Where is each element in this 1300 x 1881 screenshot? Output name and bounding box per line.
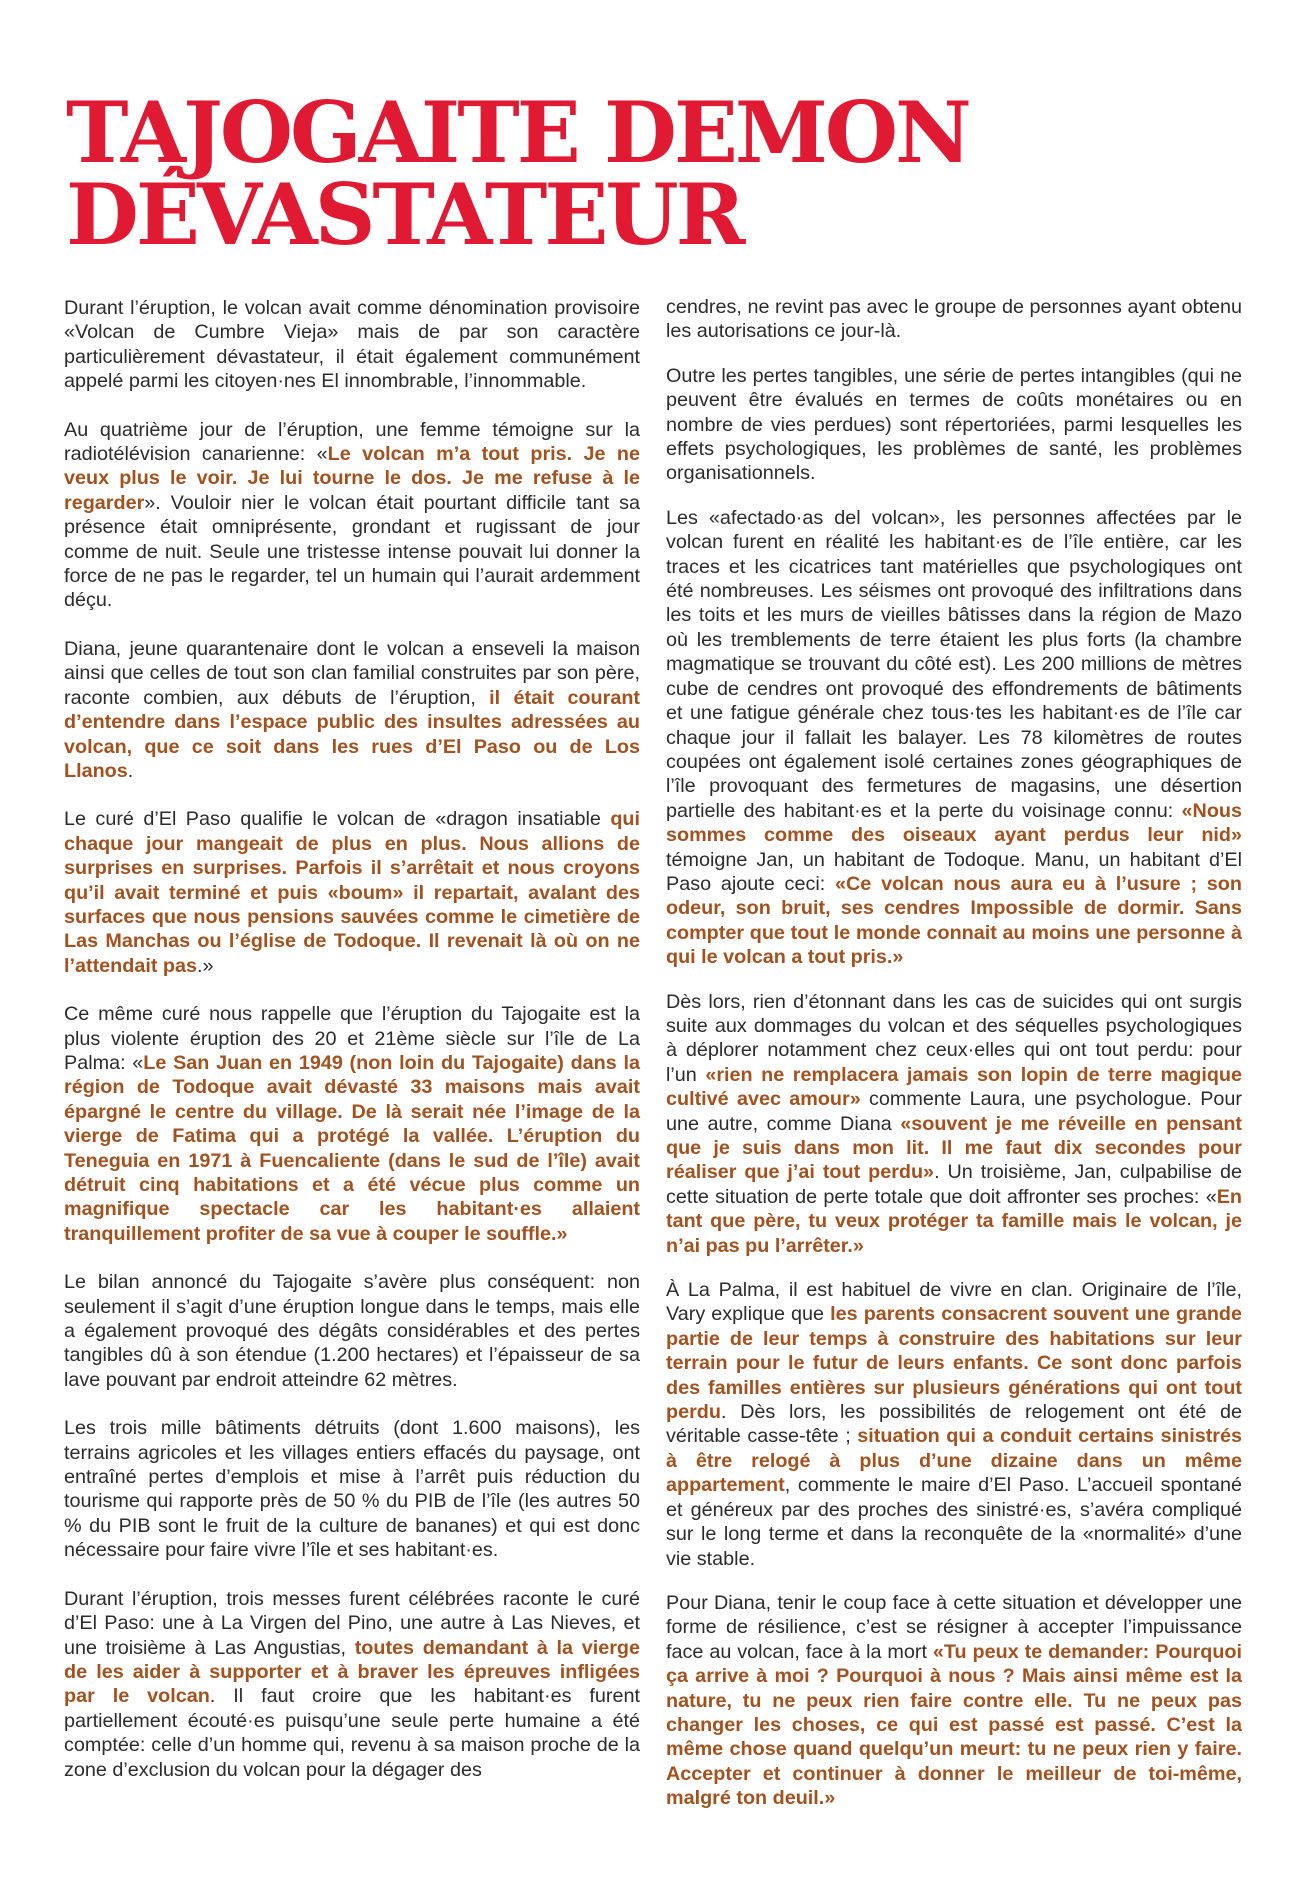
body-text: Outre les pertes tangibles, une série de pertes intangibles (qui ne peuvent être évalués en termes de coûts monétaires ou en nombre de vies perdues) sont répertoriées, parmi lesquelles les effets psychologiques, les problèmes de santé, les problèmes organisationnels. — [666, 364, 1242, 485]
paragraph — [64, 296, 640, 394]
paragraph — [64, 1002, 640, 1246]
highlighted-quote: les parents consacrent souvent une grande partie de leur temps à construire des habitations sur leur terrain pour le futur de leurs enfants. Ce sont donc parfois des familles entières sur plusieurs générations qui ont tout perdu — [666, 1303, 1242, 1424]
paragraph — [64, 418, 640, 613]
paragraph — [64, 807, 640, 978]
paragraph — [666, 364, 1242, 486]
body-text: Durant l’éruption, le volcan avait comme dénomination provisoire «Volcan de Cumbre Vieja» mais de par son caractère particulièrement dévastateur, il était également communément appelé parmi les citoyen·nes El innombrable, l’innommable. — [64, 297, 640, 393]
body-text: Dès lors, rien d’étonnant dans les cas de suicides qui ont surgis suite aux dommages du volcan et des séquelles psychologiques à déplorer notamment chez ceux·elles qui ont tout perdu: pour l’un — [666, 990, 1242, 1086]
body-text: Le bilan annoncé du Tajogaite s’avère plus conséquent: non seulement il s’agit d’une éruption longue dans le temps, mais elle a également provoqué des dégâts considérables et des pertes tangibles dû à son étendue (1.200 hectares) et l’épaisseur de sa lave pouvant par endroit atteindre 62 mètres. — [64, 1271, 640, 1391]
body-text: . — [127, 759, 134, 782]
body-text: À La Palma, il est habituel de vivre en clan. Originaire de l’île, Vary explique que — [666, 1279, 1242, 1326]
body-text: ». Vouloir nier le volcan était pourtant difficile tant sa présence était omniprésente, grondant et rugissant de jour comme de nuit. Seule une tristesse intense pouvait lui donner la force de ne pas le regarder, tel un humain qui l’aurait ardemment déçu. — [64, 491, 640, 612]
highlighted-quote: En tant que père, tu veux protéger ta famille mais le volcan, je n’ai pas pu l’arrêter.» — [666, 1185, 1242, 1257]
article-title — [66, 83, 969, 264]
body-text: Les «afectado·as del volcan», les personnes affectées par le volcan furent en réalité les habitant·es de l’île entière, car les traces et les cicatrices tant matérielles que psychologiques ont été nombreuses. Les séismes ont provoqué des infiltrations dans les toits et les murs de vieilles bâtisses dans la région de Mazo où les tremblements de terre étaient les plus forts (la chambre magmatique se trouvant du côté est). Les 200 millions de mètres cube de cendres ont provoqué des effondrements de bâtiments et une fatigue générale chez tous·tes les habitant·es de l’île car chaque jour il fallait les balayer. Les 78 kilomètres de routes coupées ont également isolé certaines zones géographiques de l’île provoquant des fermetures de magasins, une désertion partielle des habitant·es et la perte du voisinage connu: — [666, 506, 1242, 822]
highlighted-quote: «souvent je me réveille en pensant que je suis dans mon lit. Il me faut dix secondes pour réaliser que j’ai tout perdu» — [666, 1112, 1242, 1184]
body-text: Les trois mille bâtiments détruits (dont 1.600 maisons), les terrains agricoles et les villages entiers effacés du paysage, ont entraîné pertes d’emplois et mise à l’arrêt puis réduction du tourisme qui rapporte près de 50 % du PIB de l’île (les autres 50 % du PIB sont le fruit de la culture de bananes) et qui est donc nécessaire pour faire vivre l’île et ses habitant·es. — [64, 1417, 640, 1562]
body-text: , commente le maire d’El Paso. L’accueil spontané et généreux par des proches des sinistré·es, s’avéra compliqué sur le long terme et dans la reconquête de la «normalité» d’une vie stable. — [666, 1474, 1242, 1570]
highlighted-quote: «Ce volcan nous aura eu à l’usure ; son odeur, son bruit, ses cendres Impossible de dormir. Sans compter que tout le monde connait au moins une personne à qui le volcan a tout pris.» — [666, 872, 1242, 969]
highlighted-quote: «rien ne remplacera jamais son lopin de terre magique cultivé avec amour» — [666, 1063, 1242, 1111]
paragraph — [64, 1587, 640, 1782]
highlighted-quote: Le volcan m’a tout pris. Je ne veux plus le voir. Je lui tourne le dos. Je me refuse à le regarder — [64, 443, 641, 514]
highlighted-quote: qui chaque jour mangeait de plus en plus. Nous allions de surprises en surprises. Parfois il s’arrêtait et nous croyons qu’il avait terminé et puis «boum» il repartait, avalant des surfaces que nous pensions sauvées comme le cimetière de Las Manchas ou l’église de Todoque. Il revenait là où on ne l’attendait pas — [64, 808, 640, 977]
highlighted-quote: toutes demandant à la vierge de les aider à supporter et à braver les épreuves infligées par le volcan — [64, 1636, 640, 1708]
paragraph — [666, 506, 1242, 970]
body-text: Pour Diana, tenir le coup face à cette situation et développer une forme de résilience, c’est se résigner à accepter l’impuissance face au volcan, face à la mort — [666, 1591, 1242, 1663]
body-text: Ce même curé nous rappelle que l’éruption du Tajogaite est la plus violente éruption des 20 et 21ème siècle sur l’île de La Palma: « — [64, 1003, 640, 1074]
title-line-1: TAJOGAITE DEMON — [66, 83, 969, 182]
highlighted-quote: Le San Juan en 1949 (non loin du Tajogaite) dans la région de Todoque avait dévasté 33 maisons mais avait épargné le centre du village. De là serait née l’image de la vierge de Fatima qui a protégé la vallée. L’éruption du Teneguia en 1971 à Fuencaliente (dans le sud de l’île) avait détruit cinq habitations et a été vécue plus comme un magnifique spectacle car les habitant·es allaient tranquillement profiter de sa vue à couper le souffle.» — [64, 1051, 640, 1245]
highlighted-quote: «Tu peux te demander: Pourquoi ça arrive à moi ? Pourquoi à nous ? Mais ainsi même est la nature, tu ne peux rien faire contre elle. Tu ne peux pas changer les choses, ce qui est passé est passé. C’est la même chose quand quelqu’un meurt: tu ne peux rien y faire. Accepter et continuer à donner le meilleur de toi-même, malgré ton deuil.» — [666, 1640, 1242, 1810]
highlighted-quote: «Nous sommes comme des oiseaux ayant perdus leur nid» — [666, 799, 1242, 847]
body-text: Durant l’éruption, trois messes furent célébrées raconte le curé d’El Paso: une à La Virgen del Pino, une autre à Las Nieves, et une troisième à Las Angustias, — [64, 1587, 640, 1659]
highlighted-quote: situation qui a conduit certains sinistrés à être relogé à plus d’une dizaine dans un même appartement — [666, 1425, 1242, 1497]
body-text: . Dès lors, les possibilités de relogement ont été de véritable casse-tête ; — [666, 1401, 1242, 1448]
paragraph — [64, 1270, 640, 1392]
paragraph — [666, 295, 1242, 344]
paragraph — [666, 990, 1242, 1258]
body-text: . Il faut croire que les habitant·es furent partiellement écouté·es puisqu’une seule perte humaine a été comptée: celle d’un homme qui, revenu à sa maison proche de la zone d’exclusion du volcan pour la dégager des — [64, 1685, 640, 1781]
paragraph — [666, 1591, 1242, 1811]
body-text: Diana, jeune quarantenaire dont le volcan a enseveli la maison ainsi que celles de tout son clan familial construites par son père, raconte combien, aux débuts de l’éruption, — [64, 637, 640, 709]
body-text: . Un troisième, Jan, culpabilise de cette situation de perte totale que doit affronter ses proches: « — [666, 1161, 1242, 1208]
body-text: Au quatrième jour de l’éruption, une femme témoigne sur la radiotélévision canarienne: « — [64, 418, 640, 466]
left-column — [64, 296, 640, 1806]
title-line-2: DÉVASTATEUR — [66, 165, 743, 264]
paragraph — [666, 1278, 1242, 1571]
highlighted-quote: il était courant d’entendre dans l’espace public des insultes adressées au volcan, que ce soit dans les rues d’El Paso ou de Los Llanos — [64, 686, 640, 782]
body-text: .» — [197, 954, 214, 977]
body-text: cendres, ne revint pas avec le groupe de personnes ayant obtenu les autorisations ce jour-là. — [666, 296, 1242, 343]
body-text: Le curé d’El Paso qualifie le volcan de «dragon insatiable — [64, 808, 611, 831]
body-text: témoigne Jan, un habitant de Todoque. Manu, un habitant d’El Paso ajoute ceci: — [666, 848, 1242, 895]
paragraph — [64, 637, 640, 783]
body-text: commente Laura, une psychologue. Pour une autre, comme Diana — [666, 1088, 1242, 1135]
right-column — [666, 295, 1242, 1831]
paragraph — [64, 1416, 640, 1562]
